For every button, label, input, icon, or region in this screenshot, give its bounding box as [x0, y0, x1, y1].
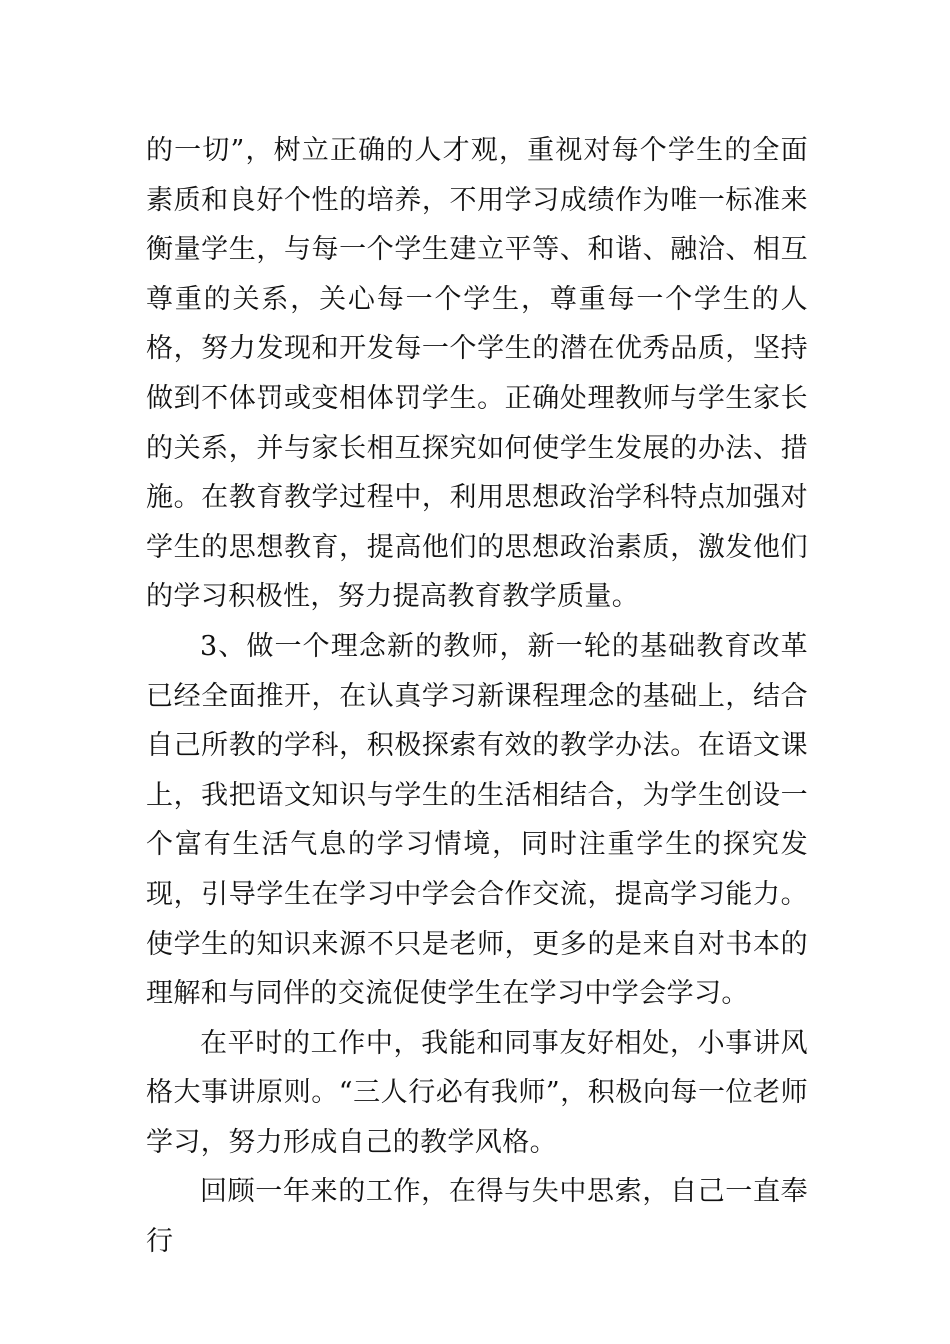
- paragraph-1: 的一切”，树立正确的人才观，重视对每个学生的全面素质和良好个性的培养，不用学习成绩作为唯一标准来衡量学生，与每一个学生建立平等、和谐、融洽、相互尊重的关系，关心每一个学生，尊重每一个学生的人格，努力发现和开发每一个学生的潜在优秀品质，坚持做到不体罚或变相体罚学生。正确处理教师与学生家长的关系，并与家长相互探究如何使学生发展的办法、措施。在教育教学过程中，利用思想政治学科特点加强对学生的思想教育，提高他们的思想政治素质，激发他们的学习积极性，努力提高教育教学质量。: [146, 135, 808, 613]
- paragraph-2: 3、做一个理念新的教师，新一轮的基础教育改革已经全面推开，在认真学习新课程理念的基础上，结合自己所教的学科，积极探索有效的教学办法。在语文课上，我把语文知识与学生的生活相结合，为学生创设一个富有生活气息的学习情境，同时注重学生的探究发现，引导学生在学习中学会合作交流，提高学习能力。使学生的知识来源不只是老师，更多的是来自对书本的理解和与同伴的交流促使学生在学习中学会学习。: [146, 630, 808, 1010]
- document-body: [146, 126, 808, 1267]
- paragraph-3: 在平时的工作中，我能和同事友好相处，小事讲风格大事讲原则。“三人行必有我师”，积极向每一位老师学习，努力形成自己的教学风格。: [146, 1027, 808, 1158]
- paragraph-4: 回顾一年来的工作，在得与失中思索，自己一直奉行: [146, 1176, 808, 1258]
